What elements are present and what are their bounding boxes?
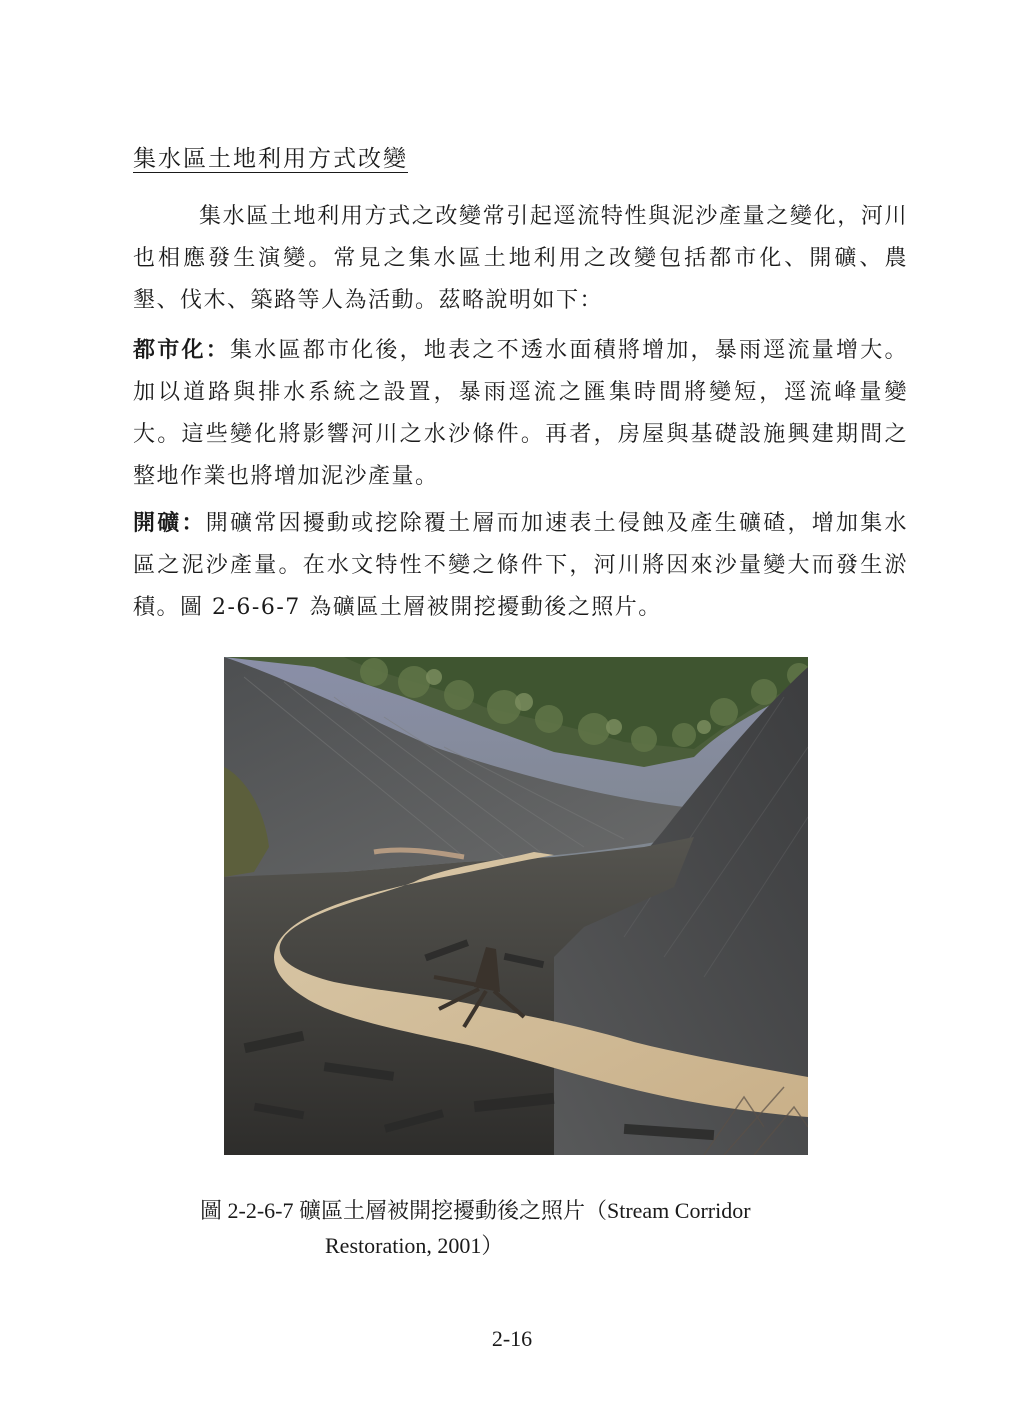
page-number: 2-16 [491,1326,533,1351]
mining-paragraph [133,503,908,629]
mining-separator: ： [181,511,206,536]
figure-caption [200,1193,860,1263]
urbanization-text: 集水區都市化後，地表之不透水面積將增加，暴雨逕流量增大。加以道路與排水系統之設置，暴雨逕流之匯集時間將變短，逕流峰量變大。這些變化將影響河川之水沙條件。再者，房屋與基礎設施興建期間之整地作業也將增加泥沙產量。 [133,338,908,489]
mining-site-photo [224,657,808,1155]
intro-paragraph: 集水區土地利用方式之改變常引起逕流特性與泥沙產量之變化，河川也相應發生演變。常見之集水區土地利用之改變包括都市化、開礦、農墾、伐木、築路等人為活動。茲略說明如下： [133,204,908,313]
urbanization-paragraph [133,330,908,498]
section-heading: 集水區土地利用方式改變 [133,146,408,172]
caption-line-2: Restoration, 2001） [325,1233,504,1258]
mining-site-illustration [224,657,808,1155]
mining-term: 開礦 [133,511,182,536]
mining-text: 開礦常因擾動或挖除覆土層而加速表土侵蝕及產生礦碴，增加集水區之泥沙產量。在水文特性不變之條件下，河川將因來沙量變大而發生淤積。圖 2-6-6-7 為礦區土層被開挖擾動後之照片。 [133,511,908,620]
urbanization-separator: ： [205,338,230,363]
caption-line-1: 圖 2-2-6-7 礦區土層被開挖擾動後之照片（Stream Corridor [200,1198,751,1223]
urbanization-term: 都市化 [133,338,206,363]
